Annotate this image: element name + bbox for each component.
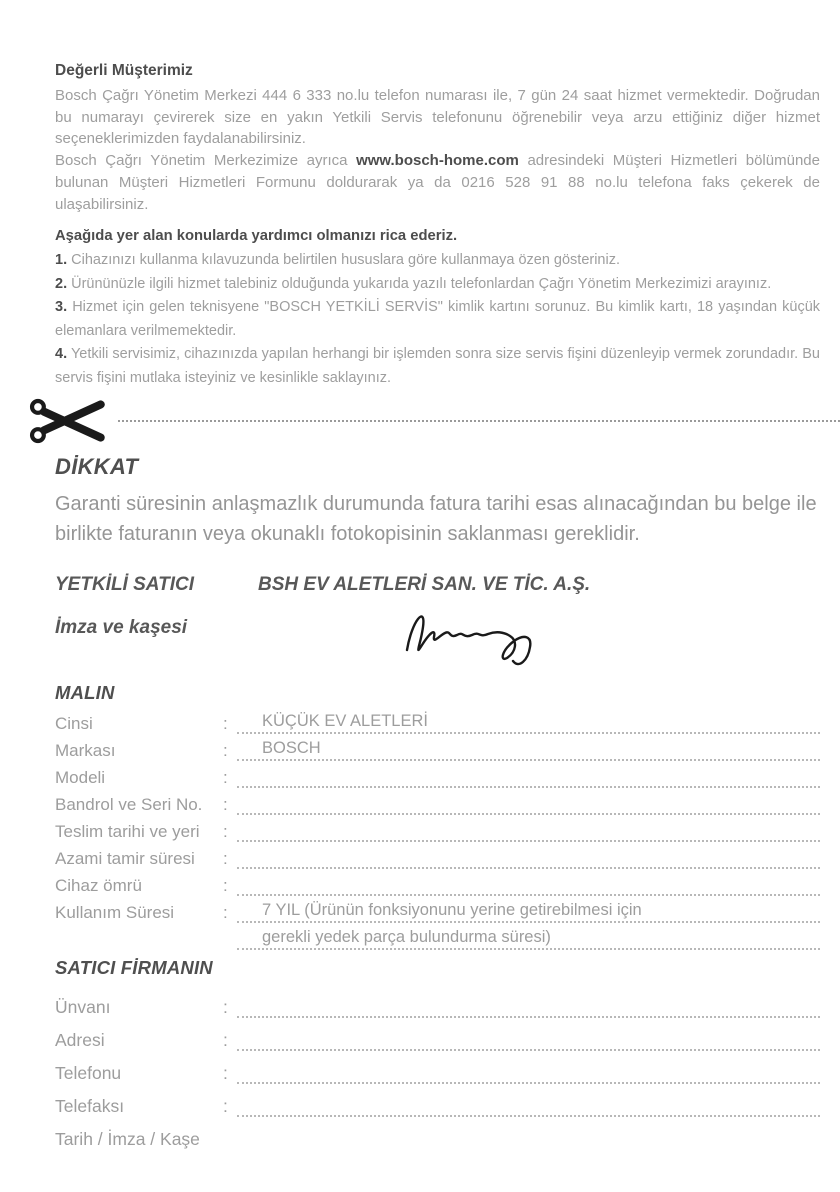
attention-title: DİKKAT — [55, 454, 139, 480]
cut-line — [28, 398, 840, 444]
intro-paragraph-1: Bosch Çağrı Yönetim Merkezi 444 6 333 no.lu telefon numarası ile, 7 gün 24 saat hizmet vermektedir. Doğrudan bu numarayı çevirerek size en yakın Yetkili Servis telefonunu öğrenebilir veya arzu ettiğiniz diğer hizmet seçeneklerimizden faydalanabilirsiniz. — [55, 87, 820, 148]
form-row-tarih-imza-kase — [55, 1117, 820, 1150]
field-value: KÜÇÜK EV ALETLERİ — [262, 712, 428, 731]
intro-paragraph-2-before: Bosch Çağrı Yönetim Merkezimize ayrıca — [55, 152, 357, 170]
form-row-teslim-tarihi — [55, 815, 820, 842]
form-row-bandrol-seri-no — [55, 788, 820, 815]
field-colon: : — [223, 822, 228, 842]
dotted-entry-line — [237, 788, 820, 815]
help-item-2 — [55, 273, 820, 297]
form-row-telefaksi — [55, 1084, 820, 1117]
scissors-icon — [28, 398, 116, 444]
help-item-4-text: Yetkili servisimiz, cihazınızda yapılan herhangi bir işlemden sonra size servis fişini düzenleyip vermek zorundadır. Bu servis fişini mutlaka isteyiniz ve kesinlikle saklayınız. — [55, 346, 820, 386]
field-label: Modeli — [55, 768, 106, 788]
field-label: Kullanım Süresi — [55, 903, 175, 923]
seller-section-title: SATICI FİRMANIN — [55, 957, 213, 979]
field-value: gerekli yedek parça bulundurma süresi) — [262, 928, 551, 947]
field-colon: : — [223, 795, 228, 815]
form-row-kullanim-suresi-continuation — [55, 923, 820, 950]
form-row-cinsi — [55, 707, 820, 734]
authorized-dealer-label: YETKİLİ SATICI — [55, 574, 194, 596]
field-label: Cinsi — [55, 714, 93, 734]
product-section-title: MALIN — [55, 682, 115, 704]
field-value: 7 YIL (Ürünün fonksiyonunu yerine getirebilmesi için — [262, 901, 642, 920]
intro-paragraph-2-after: adresindeki Müşteri Hizmetleri bölümünde bulunan Müşteri Hizmetleri Formunu doldurarak ya da 0216 528 91 88 no.lu telefona faks çekerek de ulaşabilirsiniz. — [55, 152, 820, 213]
help-item-4-number: 4. — [55, 346, 68, 363]
field-colon: : — [223, 1096, 228, 1117]
dotted-entry-line — [237, 734, 820, 761]
dotted-entry-line — [237, 896, 820, 923]
dotted-entry-line — [237, 761, 820, 788]
field-colon: : — [223, 876, 228, 896]
help-item-3 — [55, 296, 820, 343]
help-section — [55, 228, 820, 390]
help-item-4 — [55, 343, 820, 390]
dotted-cut-line — [118, 420, 840, 422]
form-row-markasi — [55, 734, 820, 761]
field-label: Teslim tarihi ve yeri — [55, 822, 200, 842]
help-item-3-number: 3. — [55, 299, 68, 316]
form-row-modeli — [55, 761, 820, 788]
dealer-row — [55, 574, 820, 596]
dealer-section — [55, 574, 820, 682]
intro-section — [55, 62, 820, 215]
dotted-entry-line — [237, 923, 820, 950]
field-colon: : — [223, 997, 228, 1018]
dotted-entry-line — [237, 1084, 820, 1117]
seller-section — [55, 957, 820, 1150]
field-label: Tarih / İmza / Kaşe — [55, 1129, 200, 1150]
field-colon: : — [223, 903, 228, 923]
field-label: Cihaz ömrü — [55, 876, 142, 896]
product-section — [55, 682, 820, 950]
help-title: Aşağıda yer alan konularda yardımcı olmanızı rica ederiz. — [55, 228, 458, 245]
attention-section — [55, 454, 820, 549]
dotted-entry-line — [237, 1018, 820, 1051]
help-item-2-number: 2. — [55, 275, 68, 292]
field-colon: : — [223, 714, 228, 734]
field-label: Telefonu — [55, 1063, 122, 1084]
dotted-entry-line — [237, 815, 820, 842]
field-colon: : — [223, 849, 228, 869]
help-item-1 — [55, 249, 820, 273]
field-label: Telefaksı — [55, 1096, 125, 1117]
dotted-entry-line — [237, 1051, 820, 1084]
field-value: BOSCH — [262, 739, 321, 758]
form-row-unvani — [55, 985, 820, 1018]
dotted-entry-line — [237, 869, 820, 896]
intro-title: Değerli Müşterimiz — [55, 62, 193, 79]
signature-scribble — [395, 600, 560, 672]
field-label: Ünvanı — [55, 997, 111, 1018]
help-item-1-text: Cihazınızı kullanma kılavuzunda belirtilen hususlara göre kullanmaya özen gösteriniz. — [71, 252, 621, 269]
field-label: Azami tamir süresi — [55, 849, 195, 869]
help-item-2-text: Ürününüzle ilgili hizmet talebiniz olduğunda yukarıda yazılı telefonlardan Çağrı Yönetim Merkezimizi arayınız. — [71, 275, 772, 292]
form-row-cihaz-omru — [55, 869, 820, 896]
dotted-entry-line — [237, 985, 820, 1018]
field-colon: : — [223, 1063, 228, 1084]
field-colon: : — [223, 741, 228, 761]
help-item-1-number: 1. — [55, 252, 68, 269]
empty-area — [237, 1117, 820, 1150]
form-row-kullanim-suresi — [55, 896, 820, 923]
attention-body: Garanti süresinin anlaşmazlık durumunda fatura tarihi esas alınacağından bu belge ile birlikte faturanın veya okunaklı fotokopisinin saklanması gereklidir. — [55, 493, 817, 546]
field-label: Adresi — [55, 1030, 105, 1051]
bosch-home-url: www.bosch-home.com — [356, 152, 519, 170]
company-name: BSH EV ALETLERİ SAN. VE TİC. A.Ş. — [258, 574, 591, 596]
field-label: Bandrol ve Seri No. — [55, 795, 203, 815]
signature-stamp-label: İmza ve kaşesi — [55, 617, 188, 639]
form-row-adresi — [55, 1018, 820, 1051]
intro-paragraph-2 — [55, 150, 820, 215]
dotted-entry-line — [237, 842, 820, 869]
form-row-telefonu — [55, 1051, 820, 1084]
field-label: Markası — [55, 741, 116, 761]
help-item-3-text: Hizmet için gelen teknisyene "BOSCH YETKİLİ SERVİS" kimlik kartını sorunuz. Bu kimlik kartı, 18 yaşından küçük elemanlara verilmemektedir. — [55, 299, 821, 339]
form-row-azami-tamir-suresi — [55, 842, 820, 869]
dotted-entry-line — [237, 707, 820, 734]
field-colon: : — [223, 768, 228, 788]
field-colon: : — [223, 1030, 228, 1051]
